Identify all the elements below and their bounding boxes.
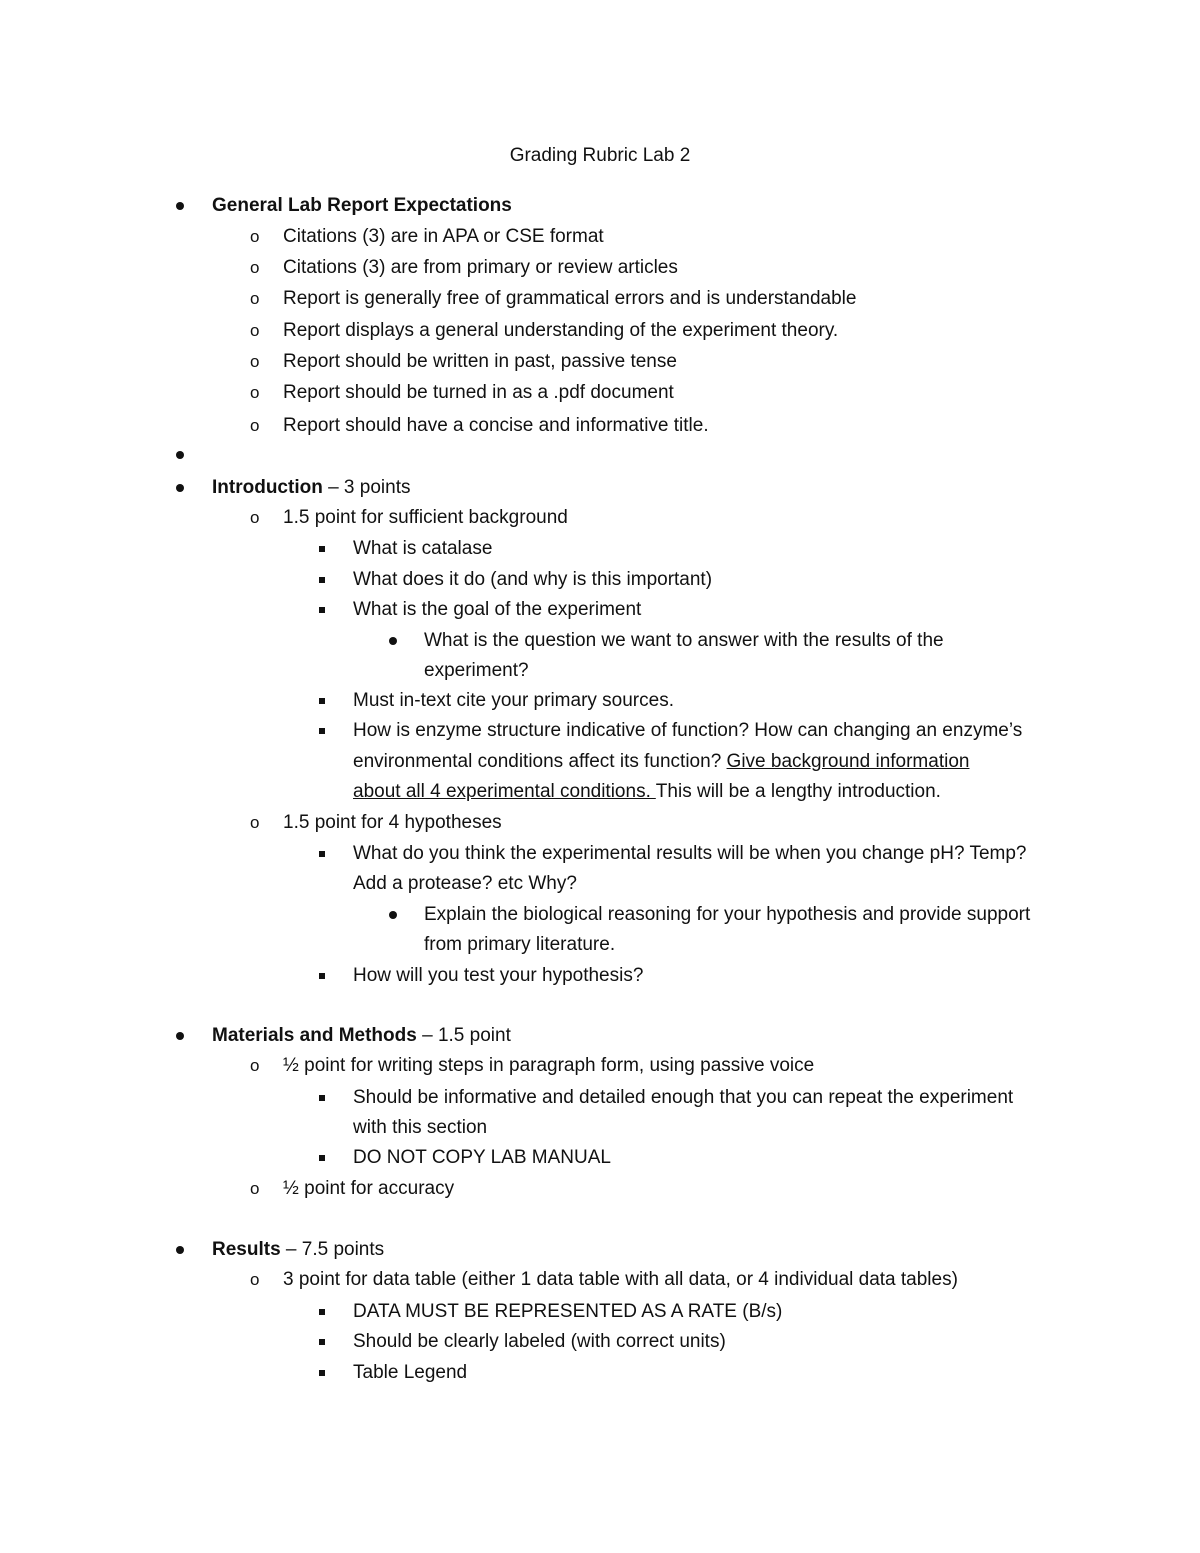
rubric-line (283, 505, 568, 531)
line-text: Should be clearly labeled (with correct units) (353, 1331, 726, 1352)
line-text: 1.5 point for sufficient background (283, 507, 568, 528)
nested-bullet-marker (389, 637, 397, 645)
square-bullet-marker (319, 1095, 325, 1101)
rubric-line (353, 1085, 1013, 1111)
rubric-line (212, 193, 512, 219)
square-bullet-marker (319, 1370, 325, 1376)
line-text: What do you think the experimental results will be when you change pH? Temp? (353, 843, 1027, 864)
page-title: Grading Rubric Lab 2 (509, 145, 691, 166)
line-text: – 3 points (322, 477, 411, 498)
rubric-line (424, 628, 944, 654)
line-text: What is the question we want to answer with the results of the (424, 630, 944, 651)
square-bullet-marker (319, 1155, 325, 1161)
rubric-line (283, 349, 677, 375)
line-text: How will you test your hypothesis? (353, 965, 644, 986)
bullet-marker (176, 1246, 184, 1254)
sub-bullet-marker: o (250, 383, 260, 402)
line-text: Explain the biological reasoning for your hypothesis and provide support (424, 904, 1031, 925)
line-text: ½ point for writing steps in paragraph form, using passive voice (283, 1055, 815, 1076)
rubric-line (283, 224, 604, 250)
bullet-marker (176, 202, 184, 210)
line-text: Give background information (726, 751, 970, 772)
line-text: DATA MUST BE REPRESENTED AS A RATE (B/s) (353, 1301, 783, 1322)
square-bullet-marker (319, 973, 325, 979)
line-text: Report should have a concise and informative title. (283, 415, 709, 436)
rubric-line (353, 779, 941, 805)
line-text: about all 4 experimental conditions. (353, 781, 656, 802)
rubric-line (353, 1299, 782, 1325)
rubric-line (283, 380, 674, 406)
rubric-line (283, 318, 838, 344)
bullet-marker (176, 484, 184, 492)
rubric-line (424, 902, 1030, 928)
rubric-line (212, 1237, 384, 1263)
rubric-line (353, 749, 969, 775)
sub-bullet-marker: o (250, 416, 260, 435)
line-text: environmental conditions affect its function? (353, 751, 727, 772)
line-text: Report displays a general understanding of the experiment theory. (283, 320, 839, 341)
sub-bullet-marker: o (250, 227, 260, 246)
rubric-line (283, 286, 856, 312)
section-heading: Results (212, 1239, 281, 1260)
sub-bullet-marker: o (250, 1179, 260, 1198)
line-text: Should be informative and detailed enough that you can repeat the experiment (353, 1087, 1014, 1108)
sub-bullet-marker: o (250, 1056, 260, 1075)
rubric-line (353, 963, 643, 989)
sub-bullet-marker: o (250, 508, 260, 527)
square-bullet-marker (319, 851, 325, 857)
sub-bullet-marker: o (250, 1270, 260, 1289)
line-text: Citations (3) are from primary or review articles (283, 257, 678, 278)
bullet-marker (176, 451, 184, 459)
rubric-line (353, 871, 577, 897)
line-text: What does it do (and why is this important) (353, 569, 713, 590)
sub-bullet-marker: o (250, 352, 260, 371)
line-text: from primary literature. (424, 934, 616, 955)
line-text: Add a protease? etc Why? (353, 873, 577, 894)
line-text: Report is generally free of grammatical errors and is understandable (283, 288, 857, 309)
rubric-line (283, 810, 502, 836)
rubric-line (353, 1145, 611, 1171)
rubric-line (353, 1329, 726, 1355)
rubric-line (353, 841, 1026, 867)
sub-bullet-marker: o (250, 258, 260, 277)
rubric-line (424, 658, 529, 684)
rubric-line (353, 567, 712, 593)
line-text: – 1.5 point (416, 1025, 511, 1046)
sub-bullet-marker: o (250, 321, 260, 340)
line-text: 1.5 point for 4 hypotheses (283, 812, 502, 833)
section-heading: General Lab Report Expectations (212, 195, 512, 216)
bullet-marker (176, 1032, 184, 1040)
square-bullet-marker (319, 1339, 325, 1345)
rubric-line (353, 597, 641, 623)
square-bullet-marker (319, 577, 325, 583)
line-text: Report should be turned in as a .pdf document (283, 382, 674, 403)
rubric-line (283, 255, 678, 281)
square-bullet-marker (319, 546, 325, 552)
line-text: Table Legend (353, 1362, 468, 1383)
rubric-line (424, 932, 615, 958)
rubric-line (283, 1053, 814, 1079)
line-text: How is enzyme structure indicative of function? How can changing an enzyme’s (353, 720, 1023, 741)
square-bullet-marker (319, 728, 325, 734)
rubric-line (353, 1360, 467, 1386)
rubric-line (353, 536, 492, 562)
square-bullet-marker (319, 1309, 325, 1315)
square-bullet-marker (319, 698, 325, 704)
line-text: DO NOT COPY LAB MANUAL (353, 1147, 611, 1168)
rubric-line (353, 1115, 487, 1141)
line-text: What is catalase (353, 538, 493, 559)
line-text: Citations (3) are in APA or CSE format (283, 226, 604, 247)
rubric-line (212, 475, 410, 501)
section-heading: Materials and Methods (212, 1025, 417, 1046)
rubric-line (212, 1023, 511, 1049)
line-text: with this section (353, 1117, 488, 1138)
line-text: ½ point for accuracy (283, 1178, 455, 1199)
sub-bullet-marker: o (250, 813, 260, 832)
line-text: experiment? (424, 660, 529, 681)
line-text: This will be a lengthy introduction. (655, 781, 941, 802)
line-text: Report should be written in past, passive tense (283, 351, 677, 372)
rubric-line (283, 413, 709, 439)
rubric-line (283, 1176, 454, 1202)
sub-bullet-marker: o (250, 289, 260, 308)
section-heading: Introduction (212, 477, 323, 498)
rubric-line (283, 1267, 958, 1293)
line-text: What is the goal of the experiment (353, 599, 642, 620)
rubric-line (353, 718, 1022, 744)
line-text: – 7.5 points (280, 1239, 385, 1260)
nested-bullet-marker (389, 911, 397, 919)
line-text: Must in-text cite your primary sources. (353, 690, 674, 711)
line-text: 3 point for data table (either 1 data table with all data, or 4 individual data tables) (283, 1269, 958, 1290)
rubric-line (353, 688, 674, 714)
square-bullet-marker (319, 607, 325, 613)
